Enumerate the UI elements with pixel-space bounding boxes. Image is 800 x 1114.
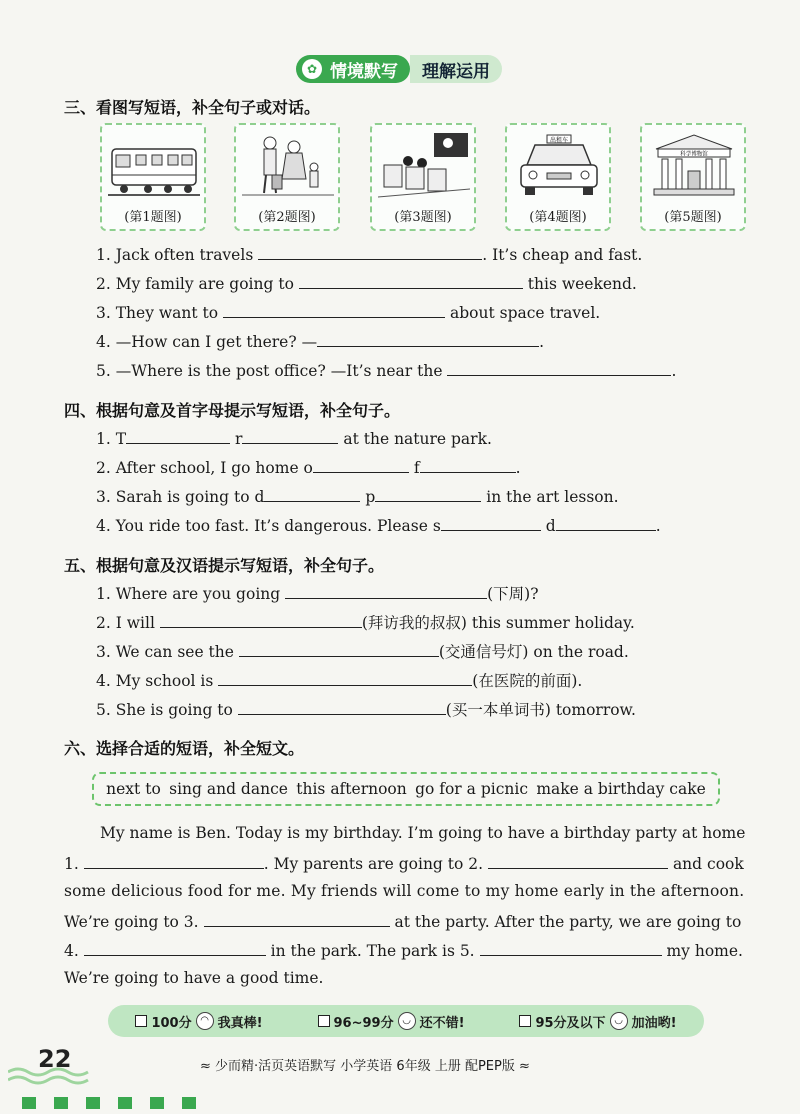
s4-question-2: 2. After school, I go home o f . — [96, 459, 521, 477]
section-6-title: 六、选择合适的短语，补全短文。 — [64, 739, 305, 758]
answer-blank[interactable] — [160, 612, 362, 628]
answer-blank[interactable] — [264, 486, 360, 502]
s4-question-4: 4. You ride too fast. It’s dangerous. Please s d . — [96, 517, 661, 535]
section-5-title: 五、根据句意及汉语提示写短语，补全句子。 — [64, 556, 385, 575]
answer-blank[interactable] — [84, 940, 266, 956]
s3-question-1: 1. Jack often travels . It’s cheap and fast. — [96, 246, 643, 264]
s3-question-4: 4. —How can I get there? — . — [96, 333, 545, 351]
taxi-sign: 出租车 — [549, 137, 569, 144]
answer-blank[interactable] — [441, 515, 541, 531]
passage-line-1: My name is Ben. Today is my birthday. I’m going to have a birthday party at home — [100, 824, 746, 842]
s5-question-2: 2. I will (拜访我的叔叔) this summer holiday. — [96, 614, 635, 632]
picture-4-taxi — [505, 123, 611, 231]
checkbox[interactable] — [135, 1015, 147, 1027]
caption-4: (第4题图) — [529, 210, 587, 225]
s4-question-3: 3. Sarah is going to d p in the art lesson. — [96, 488, 619, 506]
happy-face-icon: ◠ — [196, 1012, 214, 1030]
caption-1: (第1题图) — [124, 210, 182, 225]
s5-question-1: 1. Where are you going (下周)? — [96, 585, 539, 603]
decor-square — [86, 1097, 100, 1109]
page-number: 22 — [38, 1045, 72, 1073]
answer-blank[interactable] — [223, 302, 445, 318]
checkbox[interactable] — [318, 1015, 330, 1027]
checkbox[interactable] — [519, 1015, 531, 1027]
s3-question-3: 3. They want to about space travel. — [96, 304, 601, 322]
answer-blank[interactable] — [218, 670, 472, 686]
s3-question-5: 5. —Where is the post office? —It’s near the . — [96, 362, 677, 380]
phrase-option: sing and dance — [169, 780, 288, 798]
answer-blank[interactable] — [420, 457, 516, 473]
decor-square — [22, 1097, 36, 1109]
answer-blank[interactable] — [239, 641, 439, 657]
train-icon — [108, 131, 200, 201]
answer-blank[interactable] — [556, 515, 656, 531]
phrase-bank — [92, 772, 720, 806]
header-badge-label: 情境默写 — [330, 61, 398, 82]
header-subtitle: 理解运用 — [410, 55, 502, 83]
taxi-icon — [513, 131, 605, 201]
decor-square — [118, 1097, 132, 1109]
header-badge — [296, 55, 410, 83]
answer-blank[interactable] — [126, 428, 230, 444]
picture-2-family — [234, 123, 340, 231]
phrase-option: next to — [106, 780, 161, 798]
answer-blank[interactable] — [84, 853, 264, 869]
answer-blank[interactable] — [447, 360, 671, 376]
passage-line-5: 4. in the park. The park is 5. my home. — [64, 942, 743, 960]
phrase-option: go for a picnic — [415, 780, 528, 798]
passage-line-6: We’re going to have a good time. — [64, 969, 324, 987]
section-3-title: 三、看图写短语，补全句子或对话。 — [64, 98, 321, 117]
caption-5: (第5题图) — [664, 210, 722, 225]
score-option-95-below[interactable]: 95分及以下 ◡ 加油哟! — [519, 1012, 676, 1031]
answer-blank[interactable] — [204, 911, 390, 927]
decor-square — [182, 1097, 196, 1109]
caption-2: (第2题图) — [258, 210, 316, 225]
section-header-banner — [296, 55, 502, 83]
s5-question-4: 4. My school is (在医院的前面). — [96, 672, 583, 690]
section-4-title: 四、根据句意及首字母提示写短语，补全句子。 — [64, 401, 401, 420]
spaceship-cabin-icon — [378, 131, 470, 201]
cheer-face-icon: ◡ — [610, 1012, 628, 1030]
passage-line-3: some delicious food for me. My friends will come to my home early in the afternoon. — [64, 882, 745, 900]
s5-question-3: 3. We can see the (交通信号灯) on the road. — [96, 643, 629, 661]
picture-5-museum — [640, 123, 746, 231]
family-travel-icon — [242, 131, 334, 201]
answer-blank[interactable] — [242, 428, 338, 444]
answer-blank[interactable] — [480, 940, 662, 956]
score-option-100[interactable]: 100分 ◠ 我真棒! — [135, 1012, 262, 1031]
answer-blank[interactable] — [258, 244, 482, 260]
phrase-option: make a birthday cake — [536, 780, 706, 798]
s4-question-1: 1. T r at the nature park. — [96, 430, 492, 448]
flower-icon: ✿ — [302, 59, 322, 79]
museum-sign: 科学博物馆 — [680, 151, 708, 158]
answer-blank[interactable] — [285, 583, 487, 599]
s5-question-5: 5. She is going to (买一本单词书) tomorrow. — [96, 701, 636, 719]
answer-blank[interactable] — [488, 853, 668, 869]
answer-blank[interactable] — [299, 273, 523, 289]
answer-blank[interactable] — [238, 699, 446, 715]
wave-decoration-icon — [8, 1066, 98, 1086]
phrase-option: this afternoon — [296, 780, 407, 798]
caption-3: (第3题图) — [394, 210, 452, 225]
passage-line-4: We’re going to 3. at the party. After the party, we are going to — [64, 913, 742, 931]
passage-line-2: 1. . My parents are going to 2. and cook — [64, 855, 744, 873]
picture-3-spaceship — [370, 123, 476, 231]
museum-icon — [648, 131, 740, 201]
answer-blank[interactable] — [317, 331, 539, 347]
decor-square — [150, 1097, 164, 1109]
book-info: ≈ 少而精·活页英语默写 小学英语 6年级 上册 配PEP版 ≈ — [200, 1059, 530, 1074]
s3-question-2: 2. My family are going to this weekend. — [96, 275, 637, 293]
self-assessment-bar — [108, 1005, 704, 1037]
smile-face-icon: ◡ — [398, 1012, 416, 1030]
answer-blank[interactable] — [313, 457, 409, 473]
picture-1-train — [100, 123, 206, 231]
answer-blank[interactable] — [375, 486, 481, 502]
decor-square — [54, 1097, 68, 1109]
score-option-96-99[interactable]: 96~99分 ◡ 还不错! — [318, 1012, 465, 1031]
